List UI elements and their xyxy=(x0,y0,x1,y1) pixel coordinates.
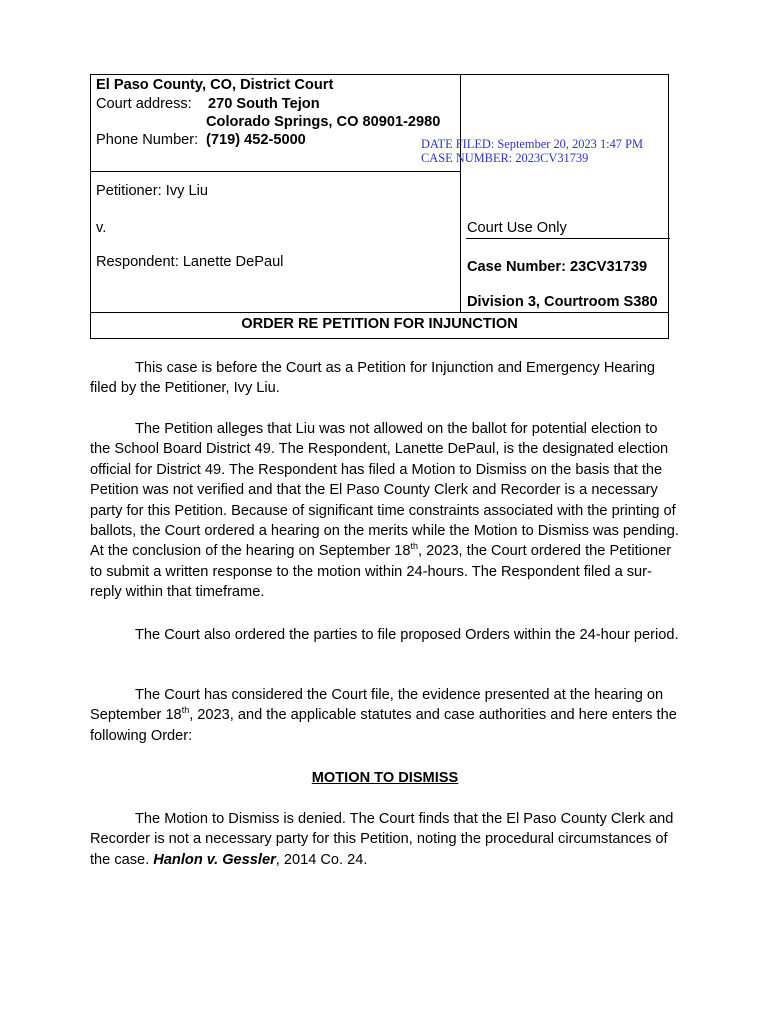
caption-divider-vertical xyxy=(460,75,461,312)
court-address-line1: 270 South Tejon xyxy=(208,96,320,112)
case-number-stamp: CASE NUMBER: 2023CV31739 xyxy=(421,151,589,165)
division-courtroom: Division 3, Courtroom S380 xyxy=(467,294,658,310)
court-use-only-rule xyxy=(466,238,670,239)
paragraph-1: This case is before the Court as a Petition for Injunction and Emergency Hearing filed by the Petitioner, Ivy Liu. xyxy=(90,360,655,397)
paragraph-3: The Court also ordered the parties to file proposed Orders within the 24-hour period. xyxy=(135,627,679,643)
case-caption-box xyxy=(90,74,669,339)
motion-to-dismiss-heading: MOTION TO DISMISS xyxy=(311,770,459,786)
caption-divider-horizontal xyxy=(91,171,460,172)
date-filed-stamp: DATE FILED: September 20, 2023 1:47 PM xyxy=(421,137,643,151)
court-address-line2: Colorado Springs, CO 80901-2980 xyxy=(206,114,441,130)
petitioner: Petitioner: Ivy Liu xyxy=(96,183,208,199)
court-use-only: Court Use Only xyxy=(467,220,567,236)
phone-value: (719) 452-5000 xyxy=(206,132,306,148)
respondent: Respondent: Lanette DePaul xyxy=(96,254,284,270)
court-name: El Paso County, CO, District Court xyxy=(96,77,334,93)
court-address-label: Court address: xyxy=(96,96,192,112)
paragraph-4: The Court has considered the Court file, the evidence presented at the hearing on September 18th, 2023, and the applicable statutes and case authorities and here enters the following Order: xyxy=(90,687,677,744)
phone-label: Phone Number: xyxy=(96,132,199,148)
case-number: Case Number: 23CV31739 xyxy=(467,259,648,275)
paragraph-2: The Petition alleges that Liu was not allowed on the ballot for potential election to the School Board District 49. The Respondent, Lanette DePaul, is the designated election official for District 49. The Respondent has filed a Motion to Dismiss on the basis that the Petition was not verified and that the El Paso County Clerk and Recorder is a necessary party for this Petition. Because of significant time constraints associated with the printing of ballots, the Court ordered a hearing on the merits while the Motion to Dismiss was pending. At the conclusion of the hearing on September 18th, 2023, the Court ordered the Petitioner to submit a written response to the motion within 24-hours. The Respondent filed a sur-reply within that timeframe. xyxy=(90,421,679,601)
order-title: ORDER RE PETITION FOR INJUNCTION xyxy=(241,316,518,332)
versus: v. xyxy=(96,220,107,236)
case-citation: Hanlon v. Gessler xyxy=(153,851,276,868)
paragraph-5: The Motion to Dismiss is denied. The Court finds that the El Paso County Clerk and Recorder is not a necessary party for this Petition, noting the procedural circumstances of the case. Hanlon v. Gessler, 2014 Co. 24. xyxy=(90,811,674,868)
